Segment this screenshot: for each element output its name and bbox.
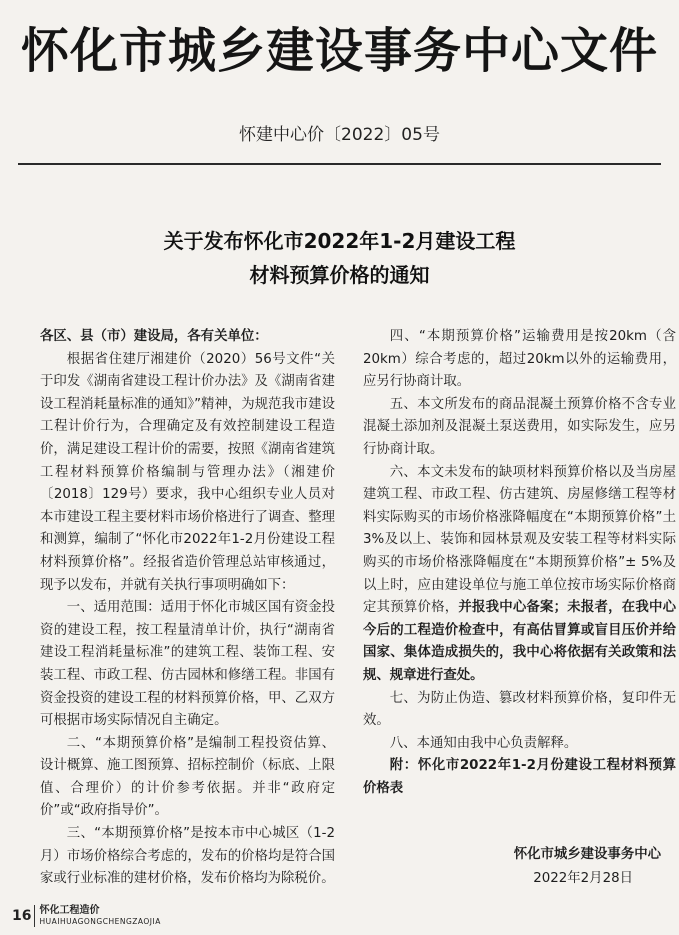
paragraph-bold-text: 并报我中心备案；未报者，在我中心今后的工程造价检查中，有高估冒算或盲目压价并给国家、集体造成损失的，我中心将依据有关政策和法规、规章进行查处。 xyxy=(363,600,676,683)
paragraph: 二、“本期预算价格”是编制工程投资估算、设计概算、施工图预算、招标控制价（标底、上限值、合理价）的计价参考依据。并非“政府定价”或“政府指导价”。 xyxy=(40,735,335,819)
paragraph xyxy=(363,462,676,688)
header-title: 怀化市城乡建设事务中心文件 xyxy=(20,23,658,79)
journal-name-cn: 怀化工程造价 xyxy=(39,905,100,916)
body-right-column xyxy=(363,326,676,800)
notice-title xyxy=(0,224,679,292)
notice-title-line1: 关于发布怀化市2022年1-2月建设工程 xyxy=(163,229,516,253)
page-number: 16 xyxy=(12,908,32,924)
paragraph: 三、“本期预算价格”是按本市中心城区（1-2月）市场价格综合考虑的，发布的价格均是符合国家或行业标准的建材价格，发布价格均为除税价。 xyxy=(40,826,335,887)
page-footer xyxy=(12,903,161,929)
attachment-label: 附： xyxy=(389,758,418,774)
paragraph-text: 六、本文未发布的缺项材料预算价格以及当房屋建筑工程、市政工程、仿古建筑、房屋修缮工程等材料实际购买的市场价格涨降幅度在“本期预算价格”土3%及以上、装饰和园林景观及安装工程等材料实际购买的市场价格涨降幅度在“本期预算价格”± 5%及以上时，应由建设单位与施工单位按市场实际价格商定其预算价格， xyxy=(363,464,676,616)
paragraph: 八、本通知由我中心负责解释。 xyxy=(389,735,578,751)
paragraph: 根据省住建厅湘建价（2020）56号文件“关于印发《湖南省建设工程计价办法》及《湖南省建设工程消耗量标准的通知》”精神，为规范我市建设工程计价行为，合理确定及有效控制建设工程造价，满足建设工程计价的需要，按照《湖南省建筑工程材料预算价格编制与管理办法》（湘建价〔2018〕129号）要求，我中心组织专业人员对本市建设工程主要材料市场价格进行了调查、整理和测算，编制了“怀化市2022年1-2月份建设工程材料预算价格”。经报省造价管理总站审核通过，现予以发布，并就有关执行事项明确如下： xyxy=(40,351,335,593)
body-left-column xyxy=(40,326,335,891)
signature-date: 2022年2月28日 xyxy=(533,871,633,886)
attachment-line xyxy=(363,755,676,800)
journal-name-pinyin: HUAIHUAGONGCHENGZAOJIA xyxy=(39,917,161,926)
signature-org: 怀化市城乡建设事务中心 xyxy=(513,847,661,862)
paragraph: 一、适用范围：适用于怀化市城区国有资金投资的建设工程，按工程量清单计价，执行“湖南省建设工程消耗量标准”的建筑工程、装饰工程、安装工程、市政工程、仿古园林和修缮工程。非国有资金投资的建设工程的材料预算价格，甲、乙双方可根据市场实际情况自主确定。 xyxy=(40,600,335,729)
notice-title-line2: 材料预算价格的通知 xyxy=(249,263,430,287)
salutation: 各区、县（市）建设局，各有关单位： xyxy=(40,329,268,344)
paragraph: 七、为防止伪造、篡改材料预算价格，复印件无效。 xyxy=(363,690,676,729)
attachment-text: 怀化市2022年1-2月份建设工程材料预算价格表 xyxy=(363,758,676,796)
header-divider xyxy=(18,163,661,165)
paragraph: 四、“本期预算价格”运输费用是按20km（含20km）综合考虑的，超过20km以外的运输费用，应另行协商计取。 xyxy=(363,329,676,390)
journal-name xyxy=(39,905,160,927)
footer-divider xyxy=(34,905,35,927)
paragraph: 五、本文所发布的商品混凝土预算价格不含专业混凝土添加剂及混凝土泵送费用，如实际发生，应另行协商计取。 xyxy=(363,396,676,457)
document-number: 怀建中心价〔2022〕05号 xyxy=(239,125,440,145)
